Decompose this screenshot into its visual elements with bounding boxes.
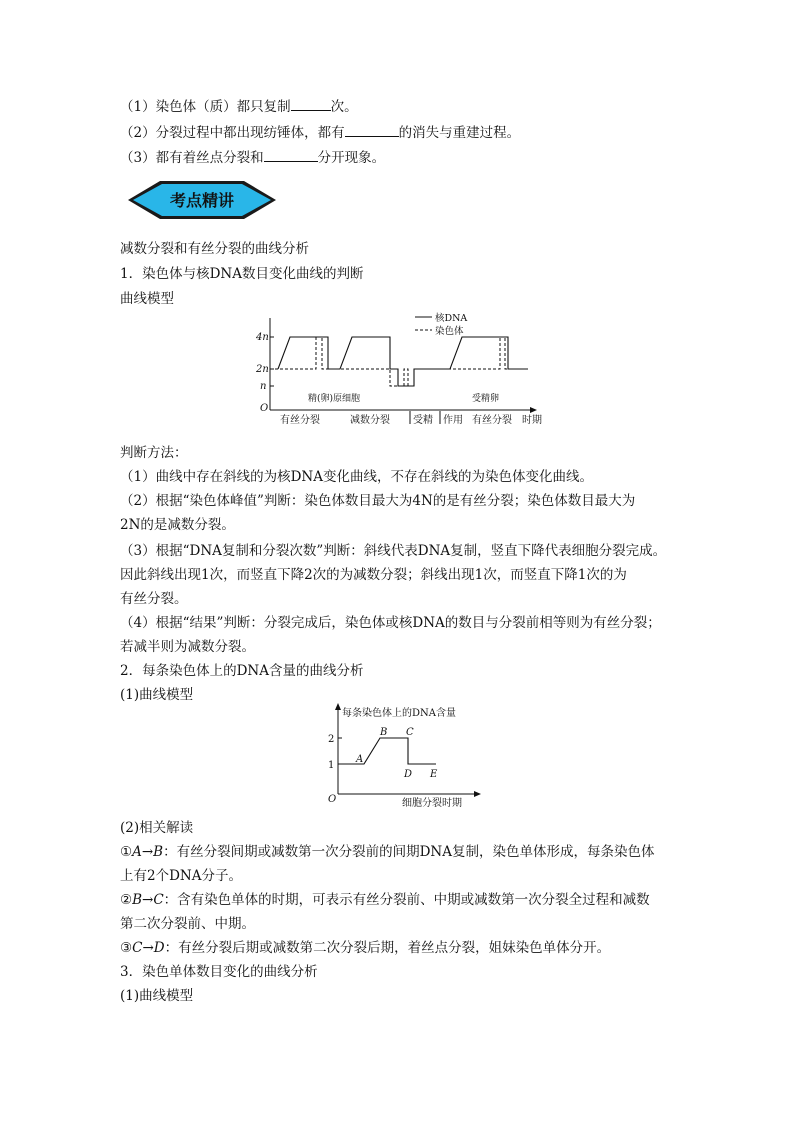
method-1: （1）曲线中存在斜线的为核DNA变化曲线，不存在斜线的为染色体变化曲线。 xyxy=(120,469,593,485)
heading-3: 3．染色单体数目变化的曲线分析 xyxy=(120,964,318,980)
chart-1-x-segment-fert1: 受精 xyxy=(413,415,433,426)
interp-3-num: ③ xyxy=(120,940,133,956)
interp-1-cont: 上有2个DNA分子。 xyxy=(120,868,242,884)
method-title: 判断方法： xyxy=(120,445,188,461)
chart-1-origin: O xyxy=(260,403,269,414)
method-3b: 因此斜线出现1次，而竖直下降2次的为减数分裂；斜线出现1次，而竖直下降1次的为 xyxy=(120,567,627,583)
method-4a: （4）根据“结果”判断：分裂完成后，染色体或核DNA的数目与分裂前相等则为有丝分裂； xyxy=(120,615,661,631)
heading-1: 1．染色体与核DNA数目变化曲线的判断 xyxy=(120,266,364,282)
interp-1-text: ：有丝分裂间期或减数第一次分裂前的间期DNA复制，染色单体形成，每条染色体 xyxy=(163,844,655,860)
heading-2: 2．每条染色体上的DNA含量的曲线分析 xyxy=(120,663,364,679)
interp-2-num: ② xyxy=(120,892,133,908)
interp-1-num: ① xyxy=(120,844,133,860)
chart-1-x-segment-meiosis: 减数分裂 xyxy=(350,415,390,426)
method-2a: （2）根据“染色体峰值”判断：染色体数目最大为4N的是有丝分裂；染色体数目最大为 xyxy=(120,493,636,509)
review-item-2-text: （2）分裂过程中都出现纺锤体，都有 xyxy=(120,125,345,141)
chart-2-point-A: A xyxy=(356,754,364,765)
chart-2 xyxy=(318,702,488,808)
chart-2-point-B: B xyxy=(380,727,388,738)
chart-1-legend-dna: 核DNA xyxy=(435,313,468,324)
chart-1-ytick-4n: 4n xyxy=(256,332,269,343)
chart-1-x-segment-fert2: 作用 xyxy=(443,415,463,426)
interp-2-cont: 第二次分裂前、中期。 xyxy=(120,916,255,932)
review-item-1-text: （1）染色体（质）都只复制 xyxy=(120,99,291,115)
interp-2-segment: B→C xyxy=(132,892,164,908)
review-item-3-text: （3）都有着丝点分裂和 xyxy=(120,150,264,166)
review-item-3-tail: 分开现象。 xyxy=(317,150,386,166)
review-item-2 xyxy=(120,122,520,143)
chart-1-annotation-gonium: 精(卵)原细胞 xyxy=(308,394,361,404)
chart-1 xyxy=(250,312,550,430)
chart-1-series-chromosome xyxy=(270,337,528,386)
chart-2-x-label: 细胞分裂时期 xyxy=(402,798,462,808)
interp-2-text: ：含有染色单体的时期，可表示有丝分裂前、中期或减数第一次分裂全过程和减数 xyxy=(163,892,650,908)
answer-blank-1[interactable] xyxy=(291,96,331,111)
chart-1-ytick-2n: 2n xyxy=(256,364,269,375)
chart-2-ytick-2: 2 xyxy=(328,734,335,745)
chart-2-origin: O xyxy=(328,794,337,805)
model-label-2: (1)曲线模型 xyxy=(120,687,194,703)
banner-diamond xyxy=(124,178,280,222)
section-banner xyxy=(124,178,280,222)
review-item-1-tail: 次。 xyxy=(330,99,358,115)
answer-blank-2[interactable] xyxy=(345,122,399,137)
banner-label: 考点精讲 xyxy=(169,191,235,210)
review-item-2-tail: 的消失与重建过程。 xyxy=(398,125,521,141)
chart-2-y-label: 每条染色体上的DNA含量 xyxy=(342,708,456,719)
review-item-1 xyxy=(120,96,358,117)
interp-1 xyxy=(120,842,654,862)
chart-1-legend-chromosome: 染色体 xyxy=(435,326,464,337)
model-label-3: (1)曲线模型 xyxy=(120,988,194,1004)
section-subtitle: 减数分裂和有丝分裂的曲线分析 xyxy=(120,241,309,257)
chart-2-point-D: D xyxy=(404,769,413,780)
interp-1-segment: A→B xyxy=(132,844,164,860)
method-4b: 若减半则为减数分裂。 xyxy=(120,639,255,655)
chart-2-point-C: C xyxy=(406,727,414,738)
interp-2 xyxy=(120,890,650,910)
answer-blank-3[interactable] xyxy=(264,147,318,162)
chart-1-x-label: 时期 xyxy=(522,415,542,426)
method-3a: （3）根据“DNA复制和分裂次数”判断：斜线代表DNA复制，竖直下降代表细胞分裂完成。 xyxy=(120,543,667,559)
interp-3-text: ：有丝分裂后期或减数第二次分裂后期，着丝点分裂，姐妹染色单体分开。 xyxy=(164,940,611,956)
method-3c: 有丝分裂。 xyxy=(120,591,188,607)
chart-2-series-line xyxy=(338,738,436,764)
chart-2-point-E: E xyxy=(430,769,438,780)
interp-title: (2)相关解读 xyxy=(120,820,194,836)
chart-2-ytick-1: 1 xyxy=(328,760,335,771)
model-label-1: 曲线模型 xyxy=(120,291,174,307)
chart-1-ytick-n: n xyxy=(260,381,267,392)
method-2b: 2N的是减数分裂。 xyxy=(120,517,235,533)
chart-1-annotation-zygote: 受精卵 xyxy=(472,394,500,404)
interp-3 xyxy=(120,938,610,958)
interp-3-segment: C→D xyxy=(132,940,165,956)
chart-1-x-segment-mitosis-2: 有丝分裂 xyxy=(472,415,512,426)
chart-1-x-segment-mitosis: 有丝分裂 xyxy=(280,415,320,426)
review-item-3 xyxy=(120,147,385,168)
